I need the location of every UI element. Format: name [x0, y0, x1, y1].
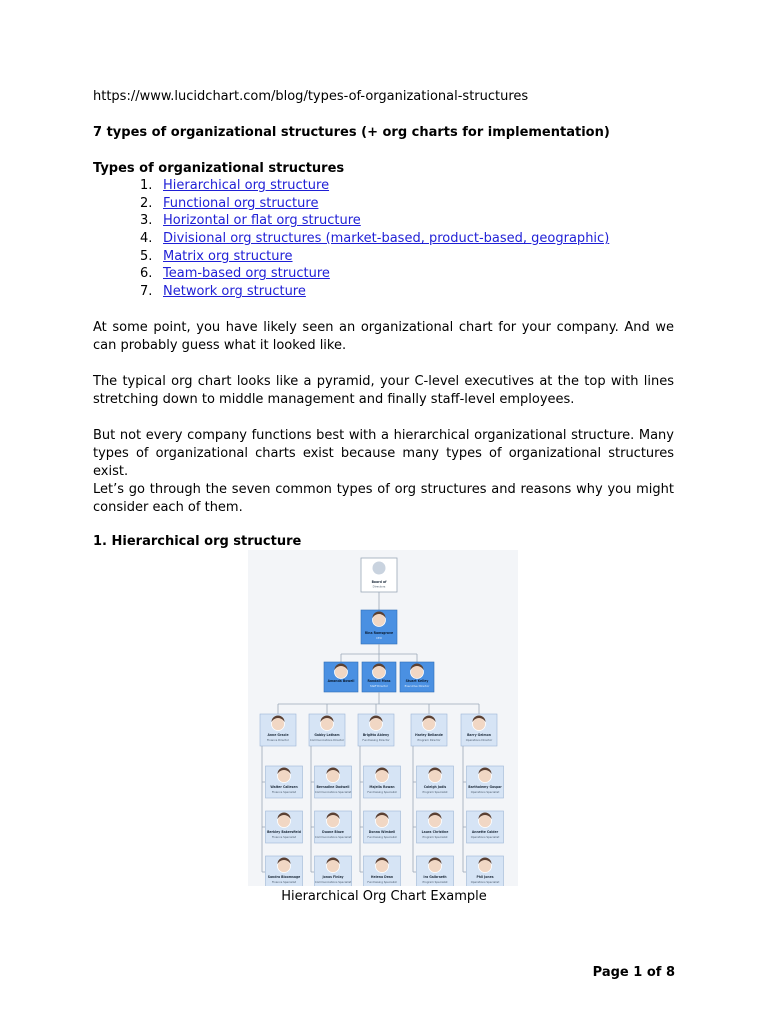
toc-item: [140, 195, 609, 213]
node-staff: [467, 766, 504, 798]
paragraph-pyramid: The typical org chart looks like a pyramid, your C-level executives at the top with lines stretching down to middle management and finally staff-level employees.: [93, 374, 674, 407]
toc-link-horizontal[interactable]: Horizontal or flat org structure: [163, 213, 361, 229]
source-url: https://www.lucidchart.com/blog/types-of-organizational-structures: [93, 89, 529, 104]
node-name: Harley Bellande: [415, 733, 443, 737]
node-board: [361, 558, 397, 592]
node-role: Program Specialist: [422, 835, 448, 839]
node-name: Phil Jones: [476, 875, 494, 879]
paragraph-lets-go: Let’s go through the seven common types of org structures and reasons why you might consider each of them.: [93, 482, 674, 515]
document-title: 7 types of organizational structures (+ org charts for implementation): [93, 125, 610, 140]
page-of: of: [642, 965, 666, 980]
node-role: Executive Director: [404, 684, 430, 688]
node-ceo: [361, 610, 397, 644]
node-name: Majella Rowan: [369, 785, 395, 789]
toc-item: [140, 248, 609, 266]
node-name: Stuart Kelley: [405, 679, 429, 683]
node-name: Gabby Latham: [314, 733, 340, 737]
node-staff: [266, 766, 303, 798]
toc-number: 6.: [140, 266, 153, 282]
node-role: Finance Specialist: [271, 835, 297, 839]
node-role: Program Specialist: [422, 790, 448, 794]
node-name: Ira Galbraeth: [423, 875, 447, 879]
paragraph-intro: At some point, you have likely seen an organizational chart for your company. And we can probably guess what it looked like.: [93, 320, 674, 353]
toc-item: [140, 230, 609, 248]
node-staff: [417, 766, 454, 798]
node-role: Fundraising Specialist: [367, 880, 397, 884]
org-chart-figure: [248, 550, 518, 886]
node-name: Amanda Bowell: [327, 679, 355, 683]
node-name: Jonas Finlay: [322, 875, 344, 879]
node-role: Fundraising Director: [362, 738, 390, 742]
node-role: Staff Director: [370, 684, 388, 688]
node-staff: [364, 811, 401, 843]
toc-number: 1.: [140, 178, 153, 193]
toc-item: [140, 177, 609, 195]
node-executive: [362, 662, 396, 692]
node-staff: [364, 856, 401, 886]
toc-item: [140, 265, 609, 283]
node-director: [358, 714, 394, 746]
node-staff: [266, 811, 303, 843]
toc-link-team-based[interactable]: Team-based org structure: [163, 266, 330, 282]
node-name: Brigitta Ableny: [362, 733, 390, 737]
node-name: Annette Calder: [471, 830, 499, 834]
node-role: Operations Specialist: [470, 880, 500, 884]
node-name: Bartholemy Gaspar: [468, 785, 502, 789]
node-name: Barry Gelmon: [467, 733, 491, 737]
node-staff: [315, 856, 352, 886]
toc-link-network[interactable]: Network org structure: [163, 284, 306, 300]
toc-link-divisional[interactable]: Divisional org structures (market-based, product-based, geographic): [163, 231, 610, 247]
paragraph-not-every: But not every company functions best with a hierarchical organizational structure. Many types of organizational charts exist because many types of organizational structures exist.: [93, 428, 674, 479]
node-director: [260, 714, 296, 746]
page-current: 1: [633, 965, 643, 980]
node-staff: [266, 856, 303, 886]
node-staff: [467, 856, 504, 886]
node-role: Program Specialist: [422, 880, 448, 884]
node-name: Donna Wimbell: [368, 830, 396, 834]
node-role: Operations Specialist: [470, 790, 500, 794]
toc-item: [140, 212, 609, 230]
page-footer: [593, 964, 675, 982]
node-staff: [467, 811, 504, 843]
node-role: Communications Specialist: [314, 790, 352, 794]
node-name: Helena Dean: [370, 875, 394, 879]
node-staff: [315, 811, 352, 843]
node-staff: [417, 811, 454, 843]
node-name: Laura Christine: [421, 830, 449, 834]
node-role: Operations Specialist: [470, 835, 500, 839]
node-director: [411, 714, 447, 746]
toc-link-matrix[interactable]: Matrix org structure: [163, 248, 293, 264]
node-role: Communications Director: [309, 738, 345, 742]
node-director: [461, 714, 497, 746]
node-role: Communications Specialist: [314, 835, 352, 839]
node-name: Sandra Bloomsage: [267, 875, 301, 879]
toc-item: [140, 283, 609, 301]
toc-number: 4.: [140, 231, 153, 247]
group-icon: [373, 562, 386, 575]
node-name: Berkley Bakersfield: [267, 830, 301, 834]
toc-number: 3.: [140, 213, 153, 229]
node-staff: [315, 766, 352, 798]
node-staff: [417, 856, 454, 886]
toc-link-hierarchical[interactable]: Hierarchical org structure: [163, 178, 330, 193]
node-role: Operations Director: [465, 738, 493, 742]
toc-number: 7.: [140, 284, 153, 300]
node-role: Fundraising Specialist: [367, 835, 397, 839]
node-name: Randall Moss: [367, 679, 391, 683]
node-executive: [400, 662, 434, 692]
node-name: Walter Callesen: [270, 785, 298, 789]
node-name: Caleigh Jodis: [423, 785, 447, 789]
node-role: Directors: [372, 584, 386, 589]
node-name: Board of: [371, 580, 387, 584]
toc-number: 2.: [140, 195, 153, 211]
toc-list: [140, 177, 609, 301]
node-name: Duane Blaze: [322, 830, 344, 834]
node-name: Anne Gracie: [267, 733, 289, 737]
node-role: CEO: [376, 636, 382, 640]
node-role: Finance Director: [267, 738, 289, 742]
node-role: Fundraising Specialist: [367, 790, 397, 794]
org-chart: [248, 550, 518, 886]
node-staff: [364, 766, 401, 798]
node-role: Finance Specialist: [271, 790, 297, 794]
section-heading: Types of organizational structures: [93, 161, 345, 176]
node-name: Bernadine Dodwell: [316, 785, 350, 789]
node-role: Program Director: [417, 738, 441, 742]
toc-link-functional[interactable]: Functional org structure: [163, 195, 319, 211]
node-director: [309, 714, 345, 746]
node-role: Finance Specialist: [271, 880, 297, 884]
page-total: 8: [665, 965, 675, 980]
node-executive: [324, 662, 358, 692]
node-name: Rina Ramsgrove: [364, 631, 394, 635]
figure-caption: Hierarchical Org Chart Example: [281, 889, 487, 904]
toc-number: 5.: [140, 248, 153, 264]
page-label: Page: [592, 965, 634, 980]
subheading-hierarchical: 1. Hierarchical org structure: [93, 534, 302, 549]
node-role: Communications Specialist: [314, 880, 352, 884]
